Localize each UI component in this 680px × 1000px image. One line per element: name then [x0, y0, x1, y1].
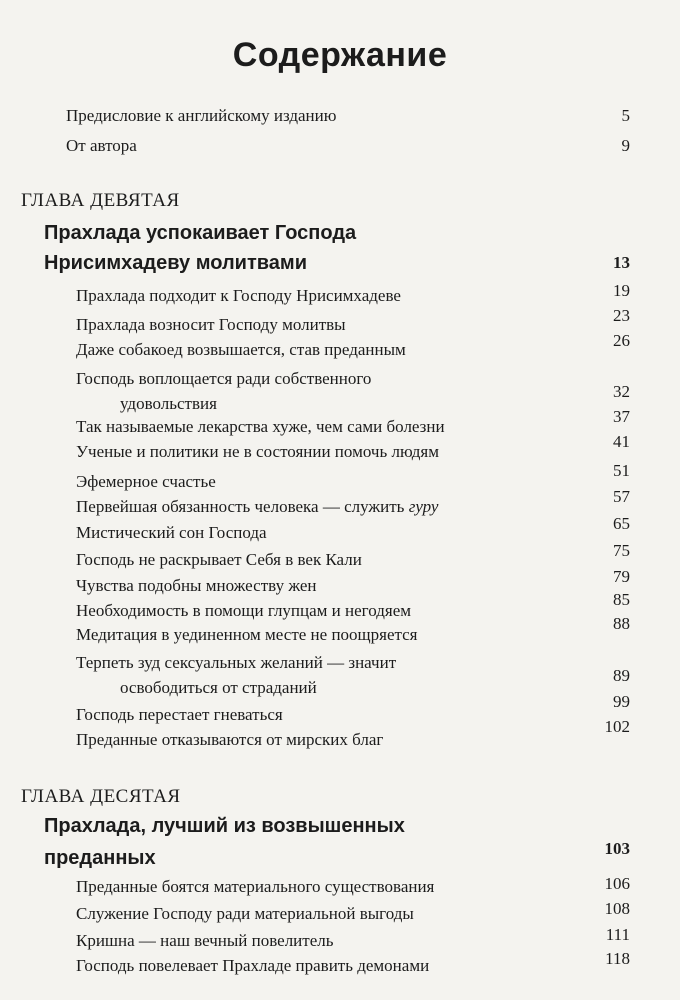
toc-entry-page: 37	[613, 407, 630, 426]
chapter-10-title-line2: преданных	[44, 847, 156, 869]
toc-entry-page: 9	[621, 136, 630, 155]
chapter-9-label: ГЛАВА ДЕВЯТАЯ	[21, 190, 180, 211]
toc-entry-label: Кришна — наш вечный повелитель	[76, 931, 334, 950]
toc-entry-label-cont: удовольствия	[120, 394, 217, 413]
toc-entry-page: 111	[605, 925, 630, 944]
toc-entry-page: 26	[613, 331, 630, 350]
toc-entry-label: Медитация в уединенном месте не поощряется	[76, 625, 418, 644]
chapter-10-title-line1: Прахлада, лучший из возвышенных	[44, 815, 405, 837]
toc-entry-page: 102	[604, 717, 630, 736]
toc-entry-page: 85	[613, 590, 630, 609]
toc-entry-page: 89	[613, 666, 630, 685]
toc-entry-page: 79	[613, 567, 630, 586]
toc-entry-label-cont: освободиться от страданий	[120, 678, 317, 697]
toc-entry-label: Мистический сон Господа	[76, 523, 267, 542]
toc-entry-label: Терпеть зуд сексуальных желаний — значит	[76, 653, 397, 672]
chapter-9-title-line2: Нрисимхадеву молитвами	[44, 252, 307, 274]
chapter-10-label: ГЛАВА ДЕСЯТАЯ	[21, 786, 181, 807]
toc-entry-page: 118	[605, 949, 630, 968]
toc-entry-page: 75	[613, 541, 630, 560]
toc-entry-italic: гуру	[408, 497, 439, 516]
toc-entry-page: 23	[613, 306, 630, 325]
toc-entry-label: Прахлада подходит к Господу Нрисимхадеве	[76, 286, 401, 305]
toc-entry-label	[76, 496, 438, 518]
toc-entry-label: Преданные боятся материального существования	[76, 877, 435, 896]
toc-entry-page: 41	[613, 432, 630, 451]
toc-entry-label: Господь воплощается ради собственного	[76, 369, 372, 388]
toc-entry-page: 99	[613, 692, 630, 711]
toc-entry-page: 5	[621, 106, 630, 125]
toc-entry-label: Господь перестает гневаться	[76, 705, 283, 724]
toc-entry-label: Эфемерное счастье	[76, 472, 216, 491]
chapter-9-title-line1: Прахлада успокаивает Господа	[44, 222, 357, 244]
page-title: Содержание	[232, 36, 448, 74]
toc-entry-page: 32	[613, 382, 630, 401]
toc-entry-label: Так называемые лекарства хуже, чем сами болезни	[76, 417, 445, 436]
toc-entry-page: 51	[613, 461, 630, 480]
toc-entry-label: Предисловие к английскому изданию	[66, 106, 337, 125]
toc-entry-text: Первейшая обязанность человека — служить	[76, 497, 409, 516]
toc-entry-label: Господь не раскрывает Себя в век Кали	[76, 550, 362, 569]
chapter-10-page: 103	[604, 839, 630, 858]
toc-entry-label: Даже собакоед возвышается, став преданным	[76, 340, 406, 359]
toc-entry-page: 106	[604, 874, 630, 893]
chapter-9-page: 13	[613, 253, 630, 272]
toc-entry-page: 88	[613, 614, 630, 633]
toc-entry-label: Служение Господу ради материальной выгоды	[76, 904, 414, 923]
toc-entry-page: 65	[613, 514, 630, 533]
toc-entry-label: Чувства подобны множеству жен	[76, 576, 317, 595]
toc-entry-label: Необходимость в помощи глупцам и негодяем	[76, 601, 412, 620]
toc-entry-page: 57	[613, 487, 630, 506]
toc-entry-label: От автора	[66, 136, 137, 155]
toc-entry-page: 19	[613, 281, 630, 300]
toc-entry-label: Преданные отказываются от мирских благ	[76, 730, 384, 749]
toc-entry-label: Ученые и политики не в состоянии помочь людям	[76, 442, 440, 461]
toc-entry-label: Прахлада возносит Господу молитвы	[76, 315, 346, 334]
toc-entry-label: Господь повелевает Прахладе править демонами	[76, 956, 430, 975]
toc-entry-page: 108	[604, 899, 630, 918]
